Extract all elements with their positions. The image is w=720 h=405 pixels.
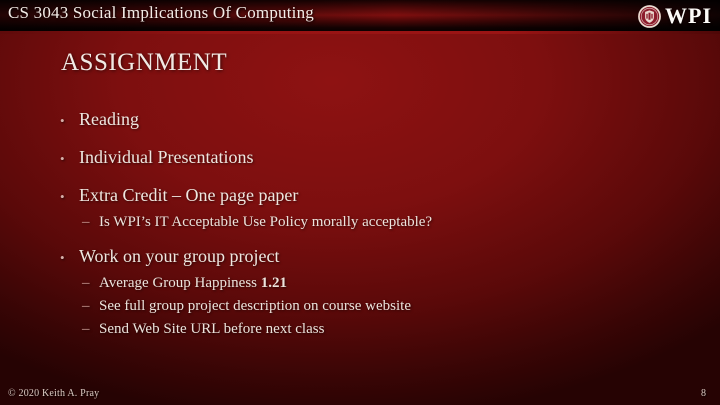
sub-bullet-text: Send Web Site URL before next class	[99, 321, 325, 337]
bullet-text: Reading	[79, 109, 139, 129]
wpi-seal-icon	[638, 5, 661, 28]
sub-bullet-item	[60, 272, 680, 294]
bullet-text: Extra Credit – One page paper	[79, 185, 299, 205]
page-number: 8	[701, 388, 706, 399]
dash-icon: –	[82, 298, 90, 314]
bullet-item	[60, 106, 680, 134]
sub-bullet-text	[99, 272, 287, 294]
copyright-notice: © 2020 Keith A. Pray	[8, 388, 100, 399]
sub-bullet-item	[60, 211, 680, 233]
bullet-text: Individual Presentations	[79, 147, 254, 167]
header-bar	[0, 0, 720, 33]
bullet-item	[60, 182, 680, 210]
bullet-list	[60, 106, 680, 340]
happiness-value: 1.21	[260, 275, 288, 291]
bullet-dot-icon: •	[60, 189, 65, 204]
dash-icon: –	[82, 214, 90, 230]
sub-bullet-item	[60, 318, 680, 340]
sub-bullet-text: See full group project description on course website	[99, 298, 411, 314]
slide-title: ASSIGNMENT	[61, 49, 228, 76]
sub-bullet-text: Is WPI’s IT Acceptable Use Policy morally acceptable?	[99, 214, 433, 230]
bullet-item	[60, 243, 680, 271]
bullet-dot-icon: •	[60, 250, 65, 265]
wpi-wordmark: WPI	[665, 3, 712, 28]
dash-icon: –	[82, 321, 90, 337]
sub-bullet-item	[60, 295, 680, 317]
bullet-item	[60, 144, 680, 172]
course-title: CS 3043 Social Implications Of Computing	[8, 3, 314, 22]
dash-icon: –	[82, 275, 90, 291]
bullet-dot-icon: •	[60, 113, 65, 128]
bullet-dot-icon: •	[60, 151, 65, 166]
wpi-logo	[638, 2, 712, 30]
sub-bullet-text-normal: Average Group Happiness	[99, 275, 261, 291]
bullet-text: Work on your group project	[79, 246, 280, 266]
